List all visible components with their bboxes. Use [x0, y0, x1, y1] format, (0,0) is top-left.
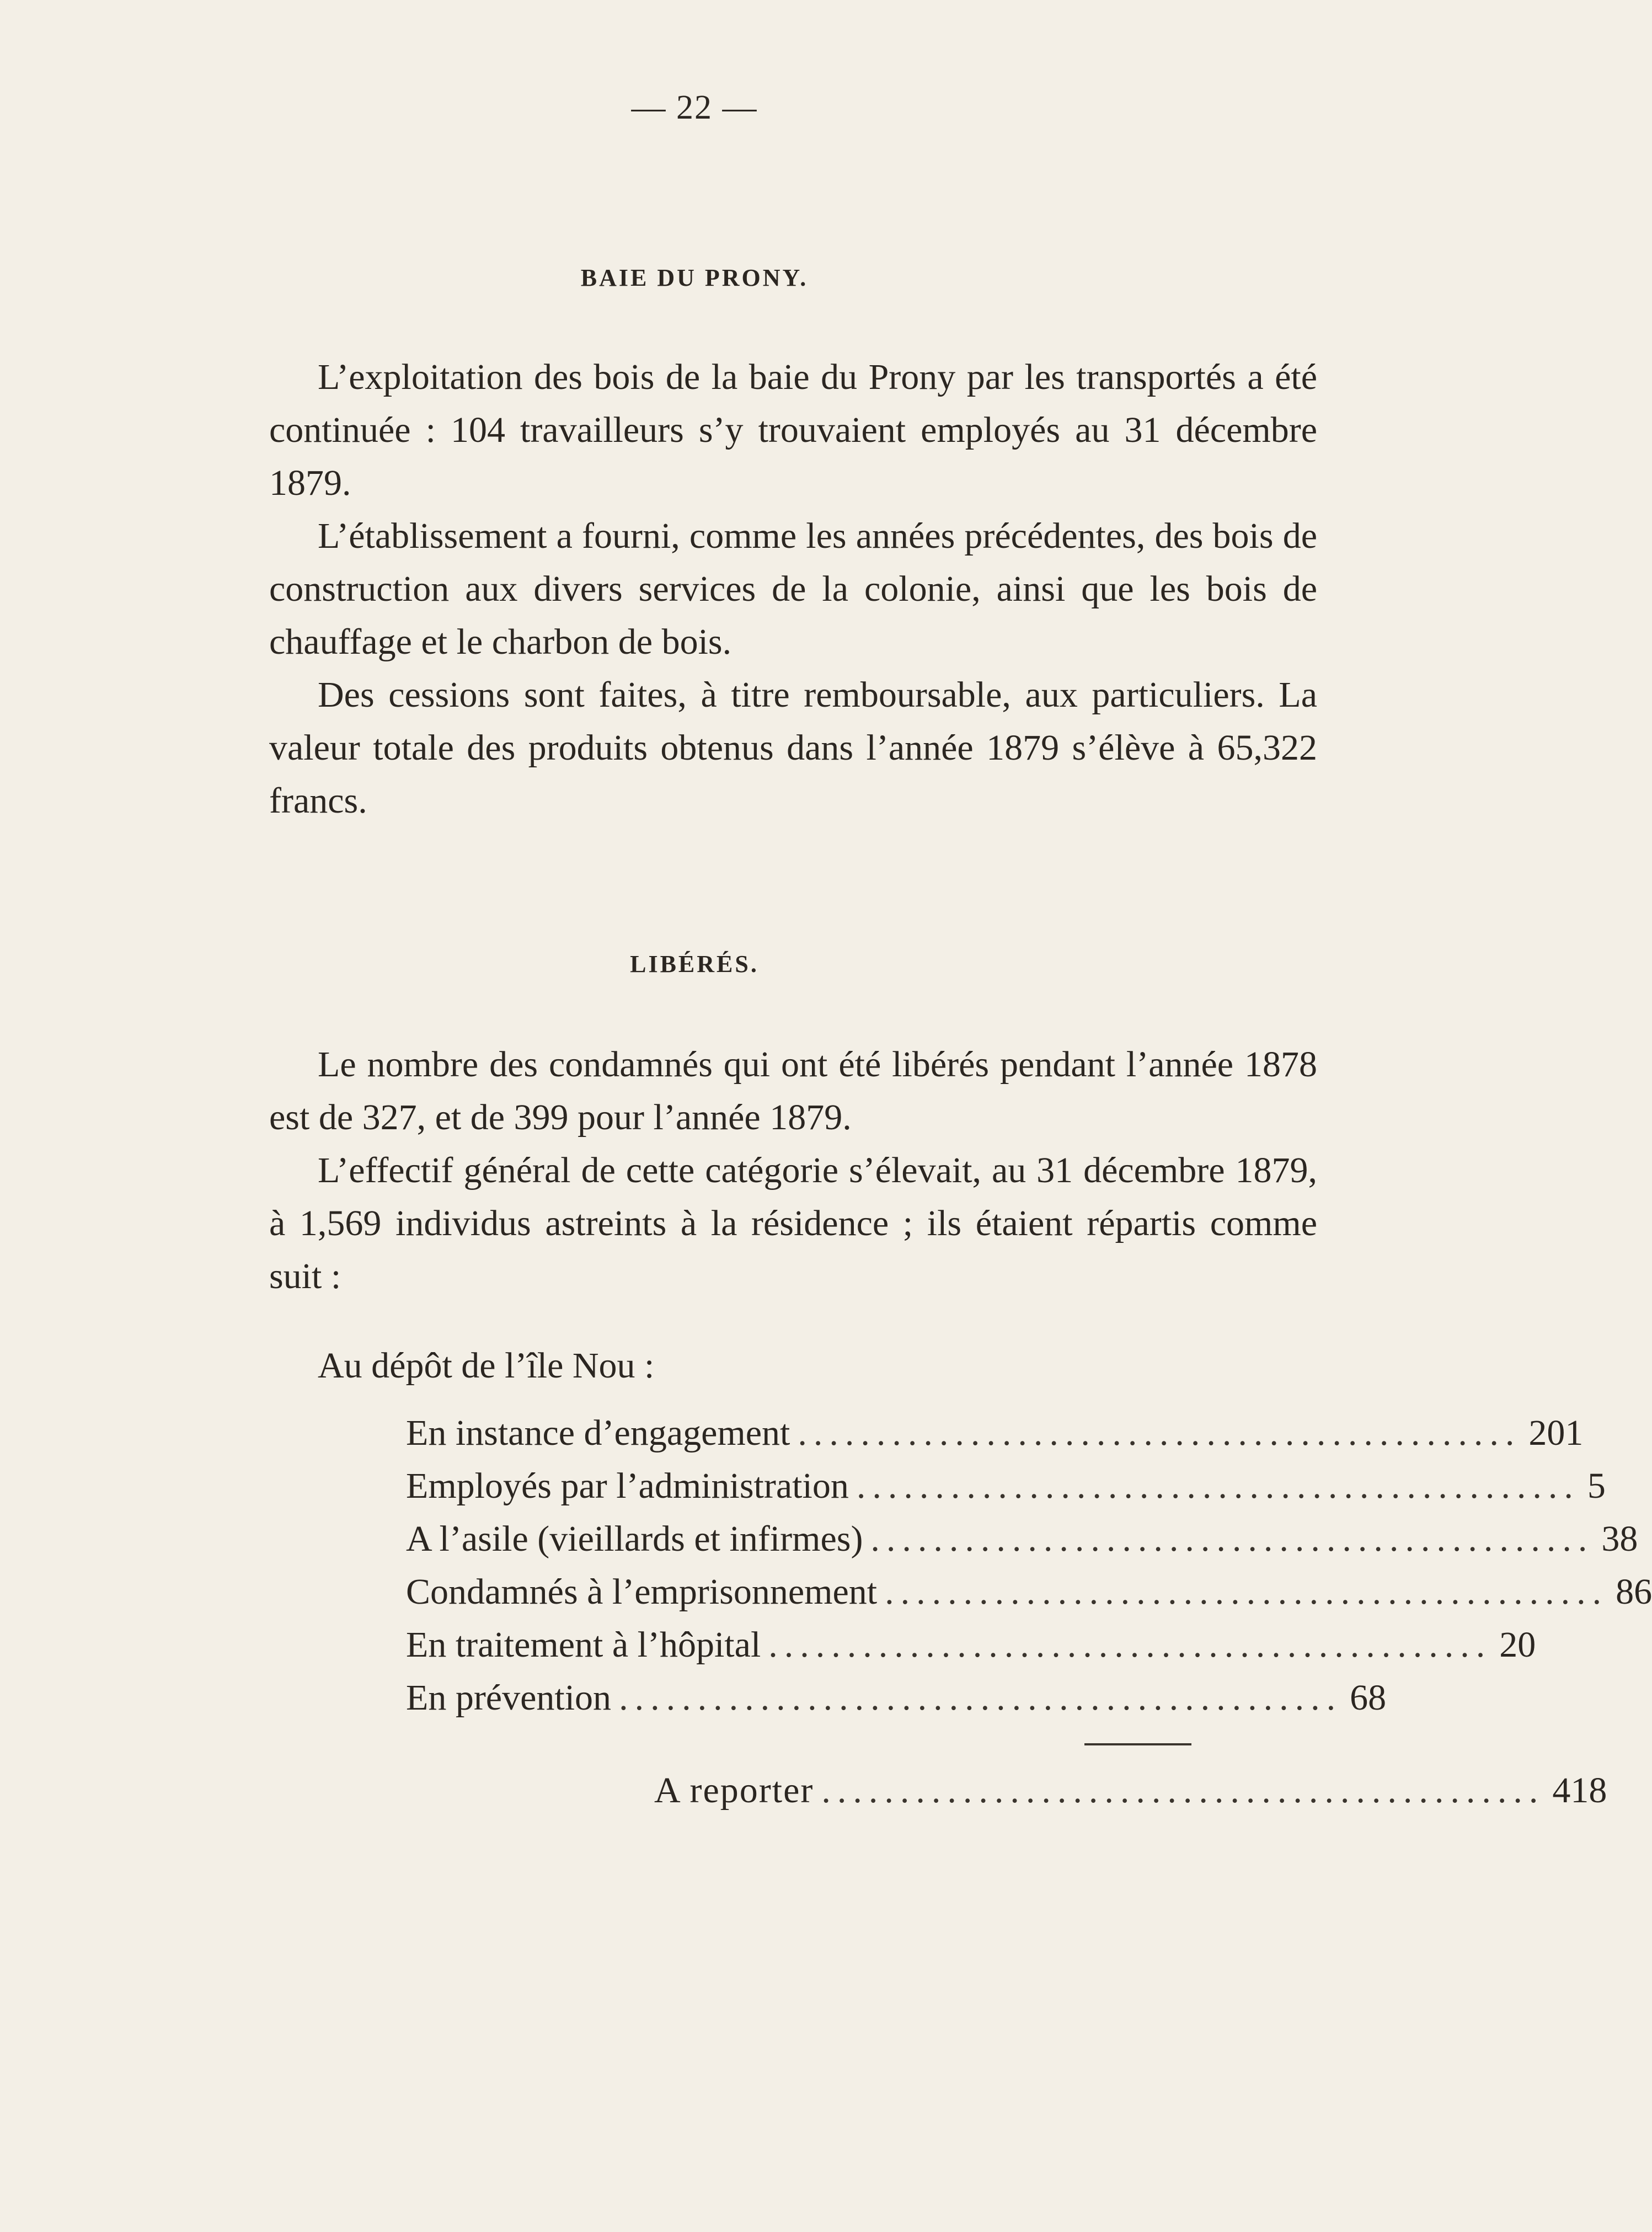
dot-leader: .............................................. [870, 1519, 1594, 1559]
paragraph: Des cessions sont faites, à titre remboursable, aux particuliers. La valeur totale des produits obtenus dans l’année 1879 s’élève à 65,322 francs. [269, 675, 1317, 821]
table-row [406, 1677, 1387, 1730]
row-value: 86 [1616, 1572, 1652, 1612]
row-label: Employés par l’administration [406, 1466, 849, 1506]
table-row [406, 1412, 1584, 1465]
section-body-baie-du-prony [269, 351, 1317, 827]
row-value: 5 [1587, 1466, 1606, 1506]
row-value: 20 [1499, 1625, 1536, 1665]
paragraph: Le nombre des condamnés qui ont été libérés pendant l’année 1878 est de 327, et de 399 pour l’année 1879. [269, 1044, 1317, 1138]
distribution-table [406, 1412, 1652, 1730]
table-row [406, 1518, 1638, 1571]
section-body-liberes [269, 1038, 1317, 1303]
paragraph: L’effectif général de cette catégorie s’élevait, au 31 décembre 1879, à 1,569 individus astreints à la résidence ; ils étaient répartis comme suit : [269, 1150, 1317, 1296]
row-label: En prévention [406, 1678, 612, 1718]
row-value: 201 [1528, 1413, 1584, 1453]
row-label: En traitement à l’hôpital [406, 1625, 761, 1665]
dot-leader: .............................................. [798, 1413, 1521, 1453]
table-row [406, 1624, 1536, 1677]
row-label: Condamnés à l’emprisonnement [406, 1572, 878, 1612]
dot-leader: .............................................. [768, 1625, 1492, 1665]
section-heading-liberes: LIBÉRÉS. [630, 951, 759, 978]
total-row [654, 1770, 1607, 1823]
dot-leader: .............................................. [856, 1466, 1580, 1506]
paragraph: L’exploitation des bois de la baie du Prony par les transportés a été continuée : 104 travailleurs s’y trouvaient employés au 31 décembre 1879. [269, 357, 1317, 503]
dot-leader: .............................................. [821, 1770, 1545, 1811]
total-value: 418 [1552, 1770, 1607, 1811]
row-value: 38 [1601, 1519, 1638, 1559]
paragraph: L’établissement a fourni, comme les années précédentes, des bois de construction aux divers services de la colonie, ainsi que les bois de chauffage et le charbon de bois. [269, 516, 1317, 662]
section-heading-baie-du-prony: BAIE DU PRONY. [580, 264, 809, 291]
page-number: — 22 — [631, 89, 758, 126]
total-label: A reporter [654, 1770, 814, 1811]
row-label: A l’asile (vieillards et infirmes) [406, 1519, 863, 1559]
table-row [406, 1571, 1652, 1624]
dot-leader: .............................................. [885, 1572, 1608, 1612]
row-value: 68 [1350, 1678, 1387, 1718]
dot-leader: .............................................. [619, 1678, 1343, 1718]
table-intro: Au dépôt de l’île Nou : [318, 1345, 655, 1386]
sum-rule [1084, 1743, 1191, 1745]
table-row [406, 1465, 1606, 1518]
row-label: En instance d’engagement [406, 1413, 790, 1453]
